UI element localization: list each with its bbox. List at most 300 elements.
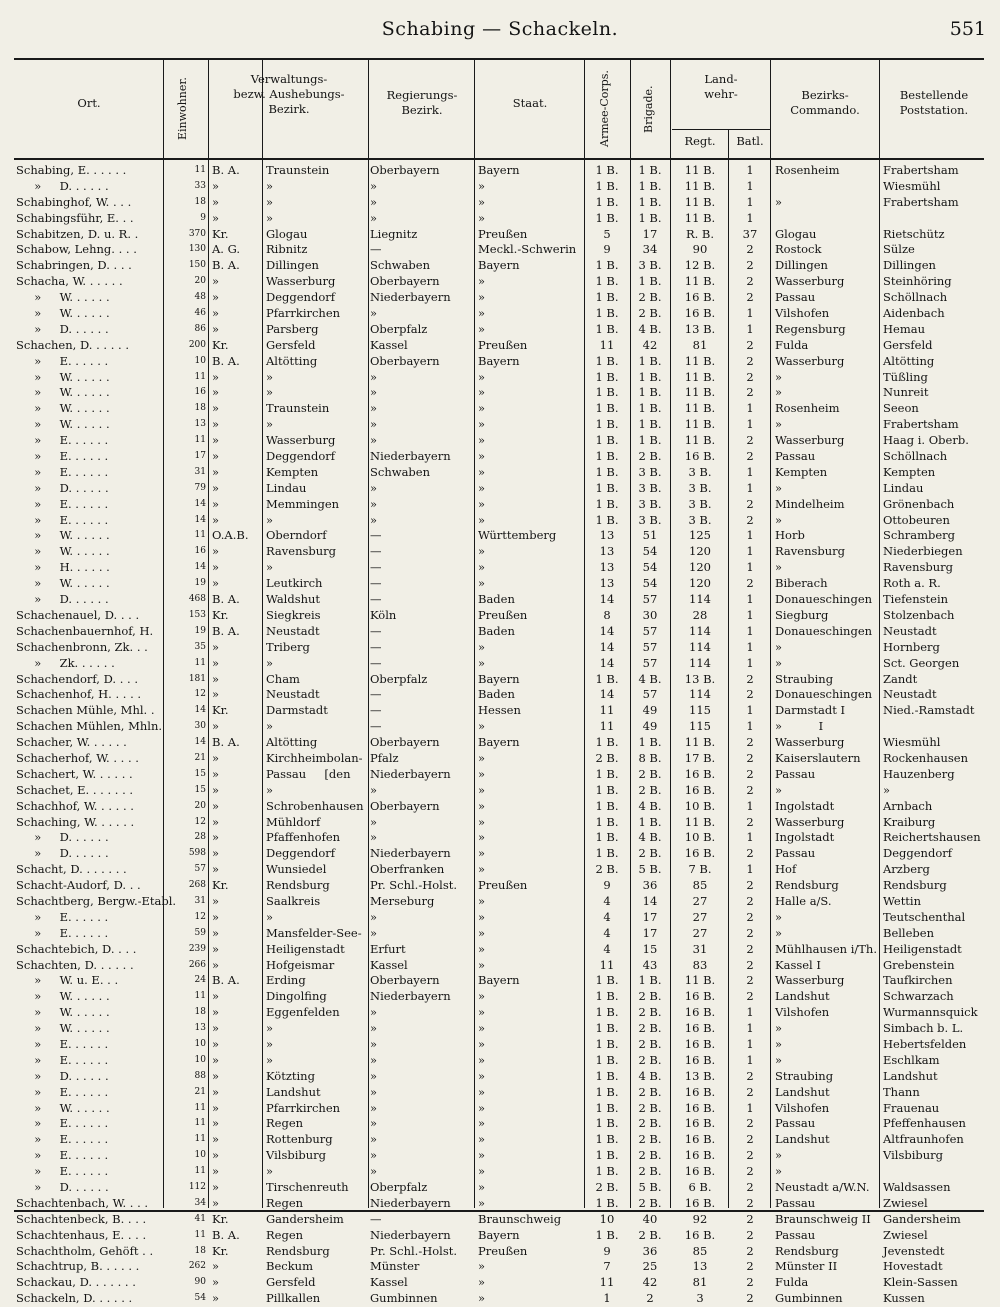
cell-regiment: 11 B. — [684, 163, 716, 177]
cell-bataillon: 2 — [746, 258, 754, 273]
cell-bezirk: » — [266, 417, 274, 432]
cell-poststation: » — [883, 782, 891, 797]
cell-brigade: 54 — [642, 544, 658, 559]
cell-einwohner: 16 — [194, 546, 206, 557]
cell-einwohner: 13 — [194, 419, 206, 430]
cell-regierungsbezirk: Oberpfalz — [370, 671, 428, 686]
cell-regierungsbezirk: » — [370, 1036, 378, 1051]
cell-einwohner: 30 — [194, 721, 206, 732]
cell-bataillon: 2 — [746, 941, 754, 956]
table-row — [0, 1116, 1000, 1132]
cell-einwohner: 10 — [194, 355, 206, 366]
cell-bezirk: Triberg — [266, 639, 310, 654]
cell-staat: Bayern — [478, 353, 520, 368]
table-row — [0, 719, 1000, 735]
cell-bezirks-commando: Passau — [775, 846, 816, 861]
cell-staat: » — [478, 178, 486, 193]
table-row — [0, 830, 1000, 846]
cell-einwohner: 11 — [194, 991, 206, 1002]
cell-regierungsbezirk: — — [370, 592, 382, 607]
table-row — [0, 703, 1000, 719]
cell-bezirks-commando: Vilshofen — [775, 1005, 830, 1020]
cell-bataillon: 1 — [746, 417, 754, 432]
cell-behoerde: » — [212, 766, 220, 781]
cell-poststation: Deggendorf — [883, 846, 952, 861]
cell-bezirk: Oberndorf — [266, 528, 327, 543]
cell-ort: Schabingsführ, E. . . — [16, 210, 134, 225]
cell-ort: Schachtrup, B. . . . . . — [16, 1259, 140, 1274]
cell-staat: » — [478, 830, 486, 845]
cell-bataillon: 1 — [746, 1005, 754, 1020]
cell-brigade: 3 B. — [638, 464, 662, 479]
cell-poststation: Altötting — [883, 353, 935, 368]
cell-regierungsbezirk: Münster — [370, 1259, 420, 1274]
cell-ort: Schachtberg, Bergw.-Etabl. — [16, 893, 177, 908]
cell-brigade: 57 — [642, 623, 658, 638]
cell-brigade: 2 B. — [638, 1005, 662, 1020]
col-header-regierung: Regierungs- Bezirk. — [386, 88, 458, 117]
cell-bataillon: 1 — [746, 560, 754, 575]
cell-bezirk: Pillkallen — [266, 1291, 321, 1306]
cell-bezirk: Wunsiedel — [266, 862, 327, 877]
cell-armee-corps: 1 B. — [595, 846, 619, 861]
table-row — [0, 242, 1000, 258]
table-row — [0, 195, 1000, 211]
cell-bataillon: 2 — [746, 782, 754, 797]
cell-bezirks-commando: Ravensburg — [775, 544, 846, 559]
cell-regiment: 16 B. — [684, 1195, 716, 1210]
cell-behoerde: » — [212, 989, 220, 1004]
cell-einwohner: 11 — [194, 371, 206, 382]
cell-regiment: 10 B. — [684, 798, 716, 813]
cell-staat: » — [478, 544, 486, 559]
cell-poststation: Waldsassen — [883, 1180, 951, 1194]
table-row — [0, 656, 1000, 672]
cell-ort: Schachtholm, Gehöft . . — [16, 1243, 154, 1258]
cell-armee-corps: 13 — [599, 544, 615, 559]
cell-staat: » — [478, 846, 486, 861]
cell-einwohner: 130 — [188, 244, 206, 255]
cell-poststation: Schramberg — [883, 528, 956, 543]
cell-bezirks-commando: Straubing — [775, 671, 834, 686]
cell-armee-corps: 2 B. — [595, 862, 619, 877]
cell-brigade: 2 B. — [638, 782, 662, 797]
cell-poststation: Taufkirchen — [883, 973, 953, 988]
cell-staat: » — [478, 369, 486, 384]
cell-armee-corps: 1 B. — [595, 1068, 619, 1083]
cell-regiment: 16 B. — [684, 989, 716, 1004]
cell-staat: » — [478, 719, 486, 734]
cell-bataillon: 1 — [746, 178, 754, 193]
cell-staat: » — [478, 417, 486, 432]
cell-regiment: 11 B. — [684, 385, 716, 400]
cell-behoerde: Kr. — [212, 703, 229, 718]
cell-brigade: 2 B. — [638, 306, 662, 321]
cell-behoerde: A. G. — [212, 242, 241, 257]
cell-bezirk: » — [266, 178, 274, 193]
cell-behoerde: » — [212, 385, 220, 400]
cell-bezirks-commando: » — [775, 925, 783, 940]
cell-brigade: 1 B. — [638, 433, 662, 448]
cell-regierungsbezirk: » — [370, 1132, 378, 1147]
cell-behoerde: » — [212, 655, 220, 670]
cell-bezirks-commando: Rosenheim — [775, 163, 840, 177]
cell-regierungsbezirk: » — [370, 925, 378, 940]
cell-staat: » — [478, 1164, 486, 1179]
cell-regiment: 90 — [692, 242, 708, 257]
table-row — [0, 1244, 1000, 1260]
cell-armee-corps: 8 — [603, 607, 611, 622]
cell-ort: » D. . . . . . — [16, 178, 109, 193]
cell-regiment: 16 B. — [684, 1132, 716, 1147]
table-row — [0, 354, 1000, 370]
cell-bataillon: 2 — [746, 671, 754, 686]
cell-bataillon: 1 — [746, 607, 754, 622]
cell-armee-corps: 11 — [599, 337, 615, 352]
table-row — [0, 1101, 1000, 1117]
cell-bezirks-commando: Biberach — [775, 576, 828, 591]
cell-regierungsbezirk: Niederbayern — [370, 766, 451, 781]
cell-bezirks-commando: Mühlhausen i/Th. — [775, 941, 877, 956]
cell-armee-corps: 4 — [603, 893, 611, 908]
cell-behoerde: Kr. — [212, 607, 229, 622]
cell-bezirk: Wasserburg — [266, 433, 336, 448]
cell-staat: » — [478, 1180, 486, 1194]
cell-staat: » — [478, 1021, 486, 1036]
cell-brigade: 3 B. — [638, 258, 662, 273]
cell-ort: » W. . . . . . — [16, 385, 110, 400]
cell-staat: Preußen — [478, 878, 528, 893]
cell-bataillon: 2 — [746, 957, 754, 972]
cell-staat: » — [478, 639, 486, 654]
cell-ort: » D. . . . . . — [16, 480, 109, 495]
cell-einwohner: 15 — [194, 784, 206, 795]
cell-ort: Schachen Mühlen, Mhln. — [16, 719, 163, 734]
cell-poststation: Zwiesel — [883, 1195, 928, 1210]
cell-einwohner: 10 — [194, 1038, 206, 1049]
cell-brigade: 2 B. — [638, 846, 662, 861]
cell-bezirks-commando: » — [775, 194, 783, 209]
cell-bezirk: Gandersheim — [266, 1211, 344, 1226]
cell-bezirk: » — [266, 909, 274, 924]
cell-ort: Schabringen, D. . . . — [16, 258, 132, 273]
cell-poststation: Hemau — [883, 321, 926, 336]
cell-brigade: 54 — [642, 576, 658, 591]
cell-brigade: 43 — [642, 957, 658, 972]
cell-behoerde: Kr. — [212, 1243, 229, 1258]
cell-poststation: Tüßling — [883, 369, 928, 384]
table-row — [0, 1212, 1000, 1228]
cell-ort: » E. . . . . . — [16, 1148, 109, 1163]
cell-behoerde: » — [212, 1259, 220, 1274]
cell-brigade: 2 B. — [638, 1036, 662, 1051]
cell-einwohner: 15 — [194, 768, 206, 779]
cell-bezirks-commando: Horb — [775, 528, 805, 543]
table-row — [0, 1164, 1000, 1180]
cell-ort: Schacht-Audorf, D. . . — [16, 878, 141, 893]
cell-regierungsbezirk: » — [370, 512, 378, 527]
cell-bezirks-commando: Straubing — [775, 1068, 834, 1083]
cell-ort: Schabow, Lehng. . . . — [16, 242, 137, 257]
cell-ort: Schabing, E. . . . . . — [16, 163, 127, 177]
cell-ort: Schacht, D. . . . . . . — [16, 862, 127, 877]
cell-regierungsbezirk: » — [370, 1068, 378, 1083]
cell-einwohner: 31 — [194, 466, 206, 477]
cell-brigade: 49 — [642, 719, 658, 734]
cell-poststation: Gersfeld — [883, 337, 933, 352]
cell-behoerde: » — [212, 687, 220, 702]
cell-bezirk: » — [266, 560, 274, 575]
cell-behoerde: » — [212, 1116, 220, 1131]
cell-brigade: 49 — [642, 703, 658, 718]
cell-poststation: Grönenbach — [883, 496, 955, 511]
cell-poststation: Simbach b. L. — [883, 1021, 964, 1036]
cell-staat: » — [478, 1275, 486, 1290]
cell-poststation: Grebenstein — [883, 957, 955, 972]
cell-regierungsbezirk: Oberbayern — [370, 274, 440, 289]
table-row — [0, 401, 1000, 417]
cell-behoerde: » — [212, 496, 220, 511]
cell-bezirk: Traunstein — [266, 401, 330, 416]
cell-regiment: 11 B. — [684, 369, 716, 384]
cell-ort: Schachendorf, D. . . . — [16, 671, 138, 686]
cell-bezirk: Deggendorf — [266, 846, 335, 861]
cell-poststation: Hauzenberg — [883, 766, 955, 781]
cell-ort: » W. . . . . . — [16, 401, 110, 416]
cell-bezirk: Darmstadt — [266, 703, 328, 718]
cell-regiment: 125 — [689, 528, 711, 543]
table-row — [0, 1196, 1000, 1212]
cell-regiment: 16 B. — [684, 1021, 716, 1036]
cell-bezirk: Pfarrkirchen — [266, 1100, 341, 1115]
cell-bezirk: Lindau — [266, 480, 307, 495]
cell-poststation: Eschlkam — [883, 1052, 940, 1067]
cell-regiment: 16 B. — [684, 1116, 716, 1131]
cell-brigade: 4 B. — [638, 321, 662, 336]
cell-bezirks-commando: Wasserburg — [775, 735, 845, 750]
cell-behoerde: » — [212, 1164, 220, 1179]
cell-einwohner: 12 — [194, 816, 206, 827]
cell-regierungsbezirk: — — [370, 703, 382, 718]
cell-bataillon: 2 — [746, 1148, 754, 1163]
cell-poststation: Heiligenstadt — [883, 941, 962, 956]
cell-poststation: Teutschenthal — [883, 909, 966, 924]
cell-brigade: 1 B. — [638, 385, 662, 400]
cell-behoerde: » — [212, 862, 220, 877]
cell-einwohner: 19 — [194, 625, 206, 636]
cell-ort: Schaching, W. . . . . . — [16, 814, 135, 829]
cell-armee-corps: 1 B. — [595, 353, 619, 368]
table-row — [0, 815, 1000, 831]
cell-staat: » — [478, 560, 486, 575]
cell-armee-corps: 1 B. — [595, 1164, 619, 1179]
cell-behoerde: » — [212, 480, 220, 495]
cell-regierungsbezirk: Niederbayern — [370, 846, 451, 861]
cell-staat: » — [478, 464, 486, 479]
cell-staat: » — [478, 1291, 486, 1306]
cell-regiment: 16 B. — [684, 846, 716, 861]
cell-ort: » E. . . . . . — [16, 464, 109, 479]
cell-einwohner: 19 — [194, 578, 206, 589]
cell-armee-corps: 11 — [599, 719, 615, 734]
cell-regierungsbezirk: » — [370, 1100, 378, 1115]
page-number: 551 — [949, 18, 986, 40]
cell-regiment: R. B. — [685, 226, 715, 241]
cell-brigade: 2 B. — [638, 1148, 662, 1163]
table-row — [0, 973, 1000, 989]
table-row — [0, 926, 1000, 942]
cell-staat: » — [478, 766, 486, 781]
cell-staat: Bayern — [478, 258, 520, 273]
cell-armee-corps: 1 B. — [595, 1052, 619, 1067]
cell-einwohner: 46 — [194, 308, 206, 319]
cell-armee-corps: 1 B. — [595, 1005, 619, 1020]
cell-bataillon: 1 — [746, 623, 754, 638]
cell-bezirks-commando: » I — [775, 719, 824, 734]
cell-brigade: 42 — [642, 337, 658, 352]
table-row — [0, 942, 1000, 958]
cell-einwohner: 11 — [194, 1229, 206, 1240]
cell-armee-corps: 1 B. — [595, 274, 619, 289]
cell-regierungsbezirk: » — [370, 210, 378, 225]
cell-regierungsbezirk: — — [370, 1211, 382, 1226]
cell-regierungsbezirk: Pr. Schl.-Holst. — [370, 1243, 458, 1258]
cell-regiment: 16 B. — [684, 1036, 716, 1051]
cell-bezirk: Regen — [266, 1116, 304, 1131]
cell-bezirks-commando: Kaiserslautern — [775, 750, 861, 765]
cell-regiment: 7 B. — [688, 862, 712, 877]
cell-behoerde: » — [212, 671, 220, 686]
cell-regiment: 31 — [692, 941, 708, 956]
cell-regierungsbezirk: — — [370, 242, 382, 257]
table-row — [0, 385, 1000, 401]
cell-regierungsbezirk: » — [370, 782, 378, 797]
cell-behoerde: B. A. — [212, 973, 240, 988]
cell-bezirks-commando: Wasserburg — [775, 814, 845, 829]
cell-einwohner: 262 — [188, 1261, 206, 1272]
cell-bezirk: Landshut — [266, 1084, 321, 1099]
cell-einwohner: 11 — [194, 165, 206, 175]
cell-poststation: Frabertsham — [883, 194, 959, 209]
cell-regierungsbezirk: — — [370, 639, 382, 654]
cell-ort: Schachenhof, H. . . . . — [16, 687, 142, 702]
cell-regierungsbezirk: Kassel — [370, 1275, 408, 1290]
cell-bataillon: 1 — [746, 306, 754, 321]
cell-einwohner: 48 — [194, 292, 206, 303]
cell-bataillon: 2 — [746, 1116, 754, 1131]
cell-staat: » — [478, 1259, 486, 1274]
cell-bezirks-commando: » — [775, 782, 783, 797]
table-row — [0, 576, 1000, 592]
cell-regierungsbezirk: — — [370, 560, 382, 575]
cell-poststation: Wurmannsquick — [883, 1005, 978, 1020]
cell-behoerde: Kr. — [212, 1211, 229, 1226]
cell-bezirks-commando: Rostock — [775, 242, 822, 257]
cell-einwohner: 12 — [194, 911, 206, 922]
cell-regiment: 3 B. — [688, 496, 712, 511]
cell-regiment: 83 — [692, 957, 708, 972]
cell-ort: » E. . . . . . — [16, 1084, 109, 1099]
cell-bataillon: 1 — [746, 703, 754, 718]
cell-ort: » Zk. . . . . . — [16, 655, 115, 670]
cell-bezirk: Wasserburg — [266, 274, 336, 289]
cell-brigade: 2 B. — [638, 766, 662, 781]
cell-staat: » — [478, 798, 486, 813]
cell-bataillon: 2 — [746, 1068, 754, 1083]
cell-poststation: Niederbiegen — [883, 544, 963, 559]
cell-staat: » — [478, 496, 486, 511]
table-row — [0, 1021, 1000, 1037]
cell-einwohner: 112 — [188, 1182, 206, 1192]
cell-poststation: Kempten — [883, 464, 936, 479]
cell-einwohner: 11 — [194, 1166, 206, 1177]
cell-regierungsbezirk: Gumbinnen — [370, 1291, 438, 1306]
cell-armee-corps: 13 — [599, 560, 615, 575]
cell-behoerde: » — [212, 1100, 220, 1115]
cell-regiment: 3 B. — [688, 512, 712, 527]
cell-brigade: 57 — [642, 687, 658, 702]
cell-bataillon: 2 — [746, 1195, 754, 1210]
cell-brigade: 3 B. — [638, 512, 662, 527]
cell-ort: » E. . . . . . — [16, 353, 109, 368]
cell-armee-corps: 1 B. — [595, 1195, 619, 1210]
cell-bezirk: » — [266, 719, 274, 734]
cell-armee-corps: 1 B. — [595, 321, 619, 336]
cell-poststation: Neustadt — [883, 687, 937, 702]
page-title: Schabing — Schackeln. — [381, 18, 619, 40]
cell-ort: Schackau, D. . . . . . . — [16, 1275, 136, 1290]
cell-brigade: 54 — [642, 560, 658, 575]
cell-bezirks-commando: Donaueschingen — [775, 687, 873, 702]
cell-bataillon: 2 — [746, 909, 754, 924]
cell-behoerde: » — [212, 1291, 220, 1306]
cell-ort: » E. . . . . . — [16, 449, 109, 464]
cell-staat: » — [478, 989, 486, 1004]
cell-behoerde: » — [212, 750, 220, 765]
cell-regiment: 120 — [689, 560, 711, 575]
cell-poststation: Sülze — [883, 242, 915, 257]
cell-behoerde: » — [212, 1275, 220, 1290]
cell-behoerde: » — [212, 401, 220, 416]
cell-einwohner: 14 — [194, 562, 206, 573]
cell-bezirk: Heiligenstadt — [266, 941, 345, 956]
table-row — [0, 1085, 1000, 1101]
cell-bezirk: » — [266, 1164, 274, 1179]
cell-regierungsbezirk: — — [370, 655, 382, 670]
cell-regiment: 81 — [692, 1275, 708, 1290]
cell-bezirks-commando: Passau — [775, 1195, 816, 1210]
cell-bataillon: 1 — [746, 480, 754, 495]
cell-armee-corps: 1 B. — [595, 401, 619, 416]
cell-regierungsbezirk: » — [370, 306, 378, 321]
cell-bezirks-commando: Rosenheim — [775, 401, 840, 416]
cell-poststation: Arnbach — [883, 798, 933, 813]
cell-brigade: 2 B. — [638, 1164, 662, 1179]
cell-ort: » W. . . . . . — [16, 290, 110, 305]
cell-brigade: 15 — [642, 941, 658, 956]
cell-poststation: Aidenbach — [883, 306, 945, 321]
cell-bezirk: » — [266, 385, 274, 400]
cell-einwohner: 150 — [188, 260, 206, 271]
cell-behoerde: » — [212, 178, 220, 193]
cell-armee-corps: 1 B. — [595, 512, 619, 527]
cell-bezirk: Rendsburg — [266, 1243, 330, 1258]
table-row — [0, 767, 1000, 783]
cell-armee-corps: 1 B. — [595, 290, 619, 305]
cell-behoerde: » — [212, 274, 220, 289]
table-row — [0, 274, 1000, 290]
table-row — [0, 211, 1000, 227]
